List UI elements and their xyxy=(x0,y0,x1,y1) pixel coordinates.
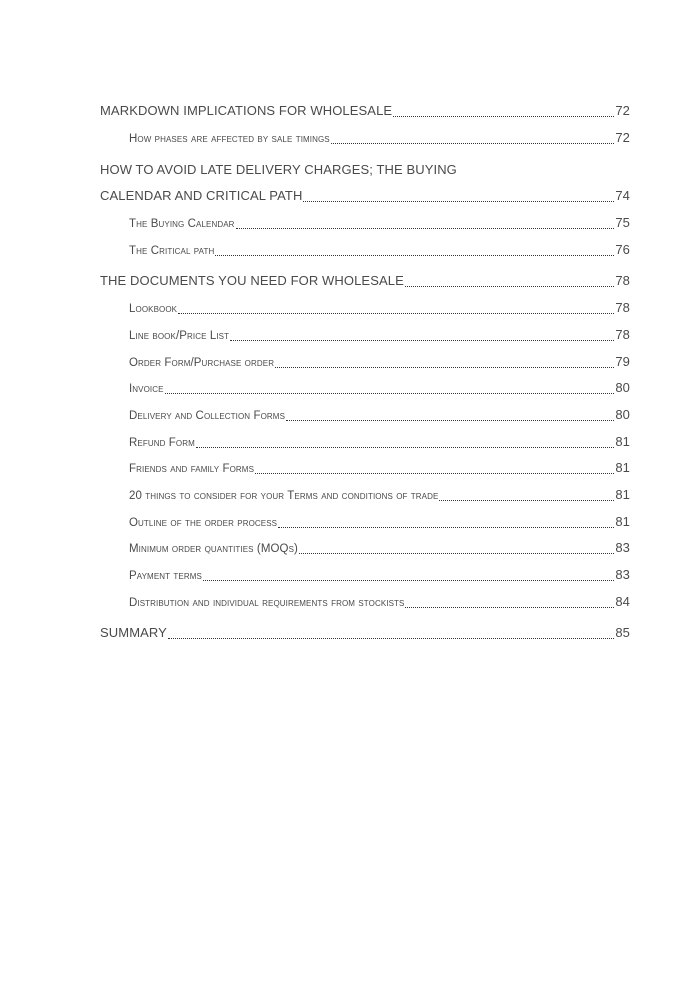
toc-page-number: 80 xyxy=(615,380,630,396)
toc-subentry-distribution-requirements[interactable] xyxy=(100,589,630,616)
toc-subentry-title: Minimum order quantities (MOQs) xyxy=(129,543,298,556)
toc-page-number: 85 xyxy=(615,625,630,641)
toc-subentry-line-book[interactable] xyxy=(100,322,630,349)
dot-leader xyxy=(165,393,615,394)
toc-page-number: 76 xyxy=(615,241,630,257)
toc-entry-documents[interactable] xyxy=(100,268,630,295)
dot-leader xyxy=(278,527,614,528)
dot-leader xyxy=(303,201,614,202)
toc-subentry-invoice[interactable] xyxy=(100,375,630,402)
toc-entry-title: CALENDAR AND CRITICAL PATH xyxy=(100,188,303,204)
toc-subentry-title: Friends and family Forms xyxy=(129,463,255,476)
dot-leader xyxy=(178,313,614,314)
toc-page-number: 78 xyxy=(615,300,630,316)
toc-subentry-title: 20 things to consider for your Terms and conditions of trade xyxy=(129,489,439,502)
dot-leader xyxy=(439,500,614,501)
dot-leader xyxy=(405,607,614,608)
toc-subentry-order-process[interactable] xyxy=(100,509,630,536)
toc-entry-late-delivery[interactable] xyxy=(100,183,630,210)
toc-page-number: 81 xyxy=(615,433,630,449)
toc-entry-title: MARKDOWN IMPLICATIONS FOR WHOLESALE xyxy=(100,103,393,118)
toc-subentry-lookbook[interactable] xyxy=(100,295,630,322)
dot-leader xyxy=(203,580,614,581)
toc-subentry-title: The Buying Calendar xyxy=(129,218,235,231)
toc-page-number: 75 xyxy=(615,215,630,231)
toc-entry-late-delivery-line1[interactable]: HOW TO AVOID LATE DELIVERY CHARGES; THE BUYING xyxy=(100,162,457,178)
toc-subentry-moqs[interactable] xyxy=(100,535,630,562)
toc-subentry-title: Distribution and individual requirements from stockists xyxy=(129,596,405,609)
toc-page-number: 83 xyxy=(615,567,630,582)
toc-page-number: 74 xyxy=(615,188,630,204)
toc-subentry-title: Line book/Price List xyxy=(129,329,230,342)
toc-page-number: 84 xyxy=(615,593,630,609)
toc-subentry-title: How phases are affected by sale timings xyxy=(129,132,330,145)
dot-leader xyxy=(299,553,614,554)
toc-page-number: 80 xyxy=(615,406,630,422)
toc-subentry-title: The Critical path xyxy=(129,244,215,257)
dot-leader xyxy=(236,228,615,229)
dot-leader xyxy=(275,367,614,368)
toc-entry-summary[interactable] xyxy=(100,620,630,647)
dot-leader xyxy=(196,447,614,448)
toc-page-number: 81 xyxy=(615,460,630,476)
toc-subentry-critical-path[interactable] xyxy=(100,237,630,264)
toc-subentry-title: Order Form/Purchase order xyxy=(129,356,275,369)
dot-leader xyxy=(168,638,614,639)
toc-subentry-title: Delivery and Collection Forms xyxy=(129,409,286,422)
toc-subentry-title: Refund Form xyxy=(129,436,195,449)
toc-entry-title: THE DOCUMENTS YOU NEED FOR WHOLESALE xyxy=(100,273,404,289)
dot-leader xyxy=(230,340,614,341)
dot-leader xyxy=(286,420,614,421)
dot-leader xyxy=(405,286,614,287)
toc-subentry-sale-timings[interactable] xyxy=(100,125,630,152)
toc-subentry-buying-calendar[interactable] xyxy=(100,210,630,237)
toc-subentry-refund-form[interactable] xyxy=(100,429,630,456)
dot-leader xyxy=(255,473,614,474)
toc-subentry-title: Lookbook xyxy=(129,303,178,316)
toc-subentry-title: Outline of the order process xyxy=(129,516,278,529)
toc-page-number: 78 xyxy=(615,273,630,289)
toc-subentry-terms-conditions[interactable] xyxy=(100,482,630,509)
toc-entry-markdown-implications[interactable] xyxy=(100,98,630,125)
dot-leader xyxy=(393,116,614,117)
toc-subentry-delivery-collection-forms[interactable] xyxy=(100,402,630,429)
toc-page-number: 79 xyxy=(615,353,630,369)
toc-page-number: 78 xyxy=(615,326,630,342)
toc-page-number: 81 xyxy=(615,513,630,529)
toc-subentry-payment-terms[interactable] xyxy=(100,562,630,589)
toc-subentry-title: Invoice xyxy=(129,383,164,396)
table-of-contents xyxy=(100,98,630,647)
toc-page-number: 72 xyxy=(615,129,630,145)
toc-page-number: 83 xyxy=(615,540,630,556)
toc-subentry-order-form[interactable] xyxy=(100,349,630,376)
toc-page-number: 81 xyxy=(615,486,630,502)
toc-entry-title: SUMMARY xyxy=(100,625,167,641)
dot-leader xyxy=(215,255,614,256)
toc-subentry-friends-family-forms[interactable] xyxy=(100,455,630,482)
toc-page-number: 72 xyxy=(615,103,630,118)
toc-subentry-title: Payment terms xyxy=(129,570,202,582)
dot-leader xyxy=(331,143,615,144)
